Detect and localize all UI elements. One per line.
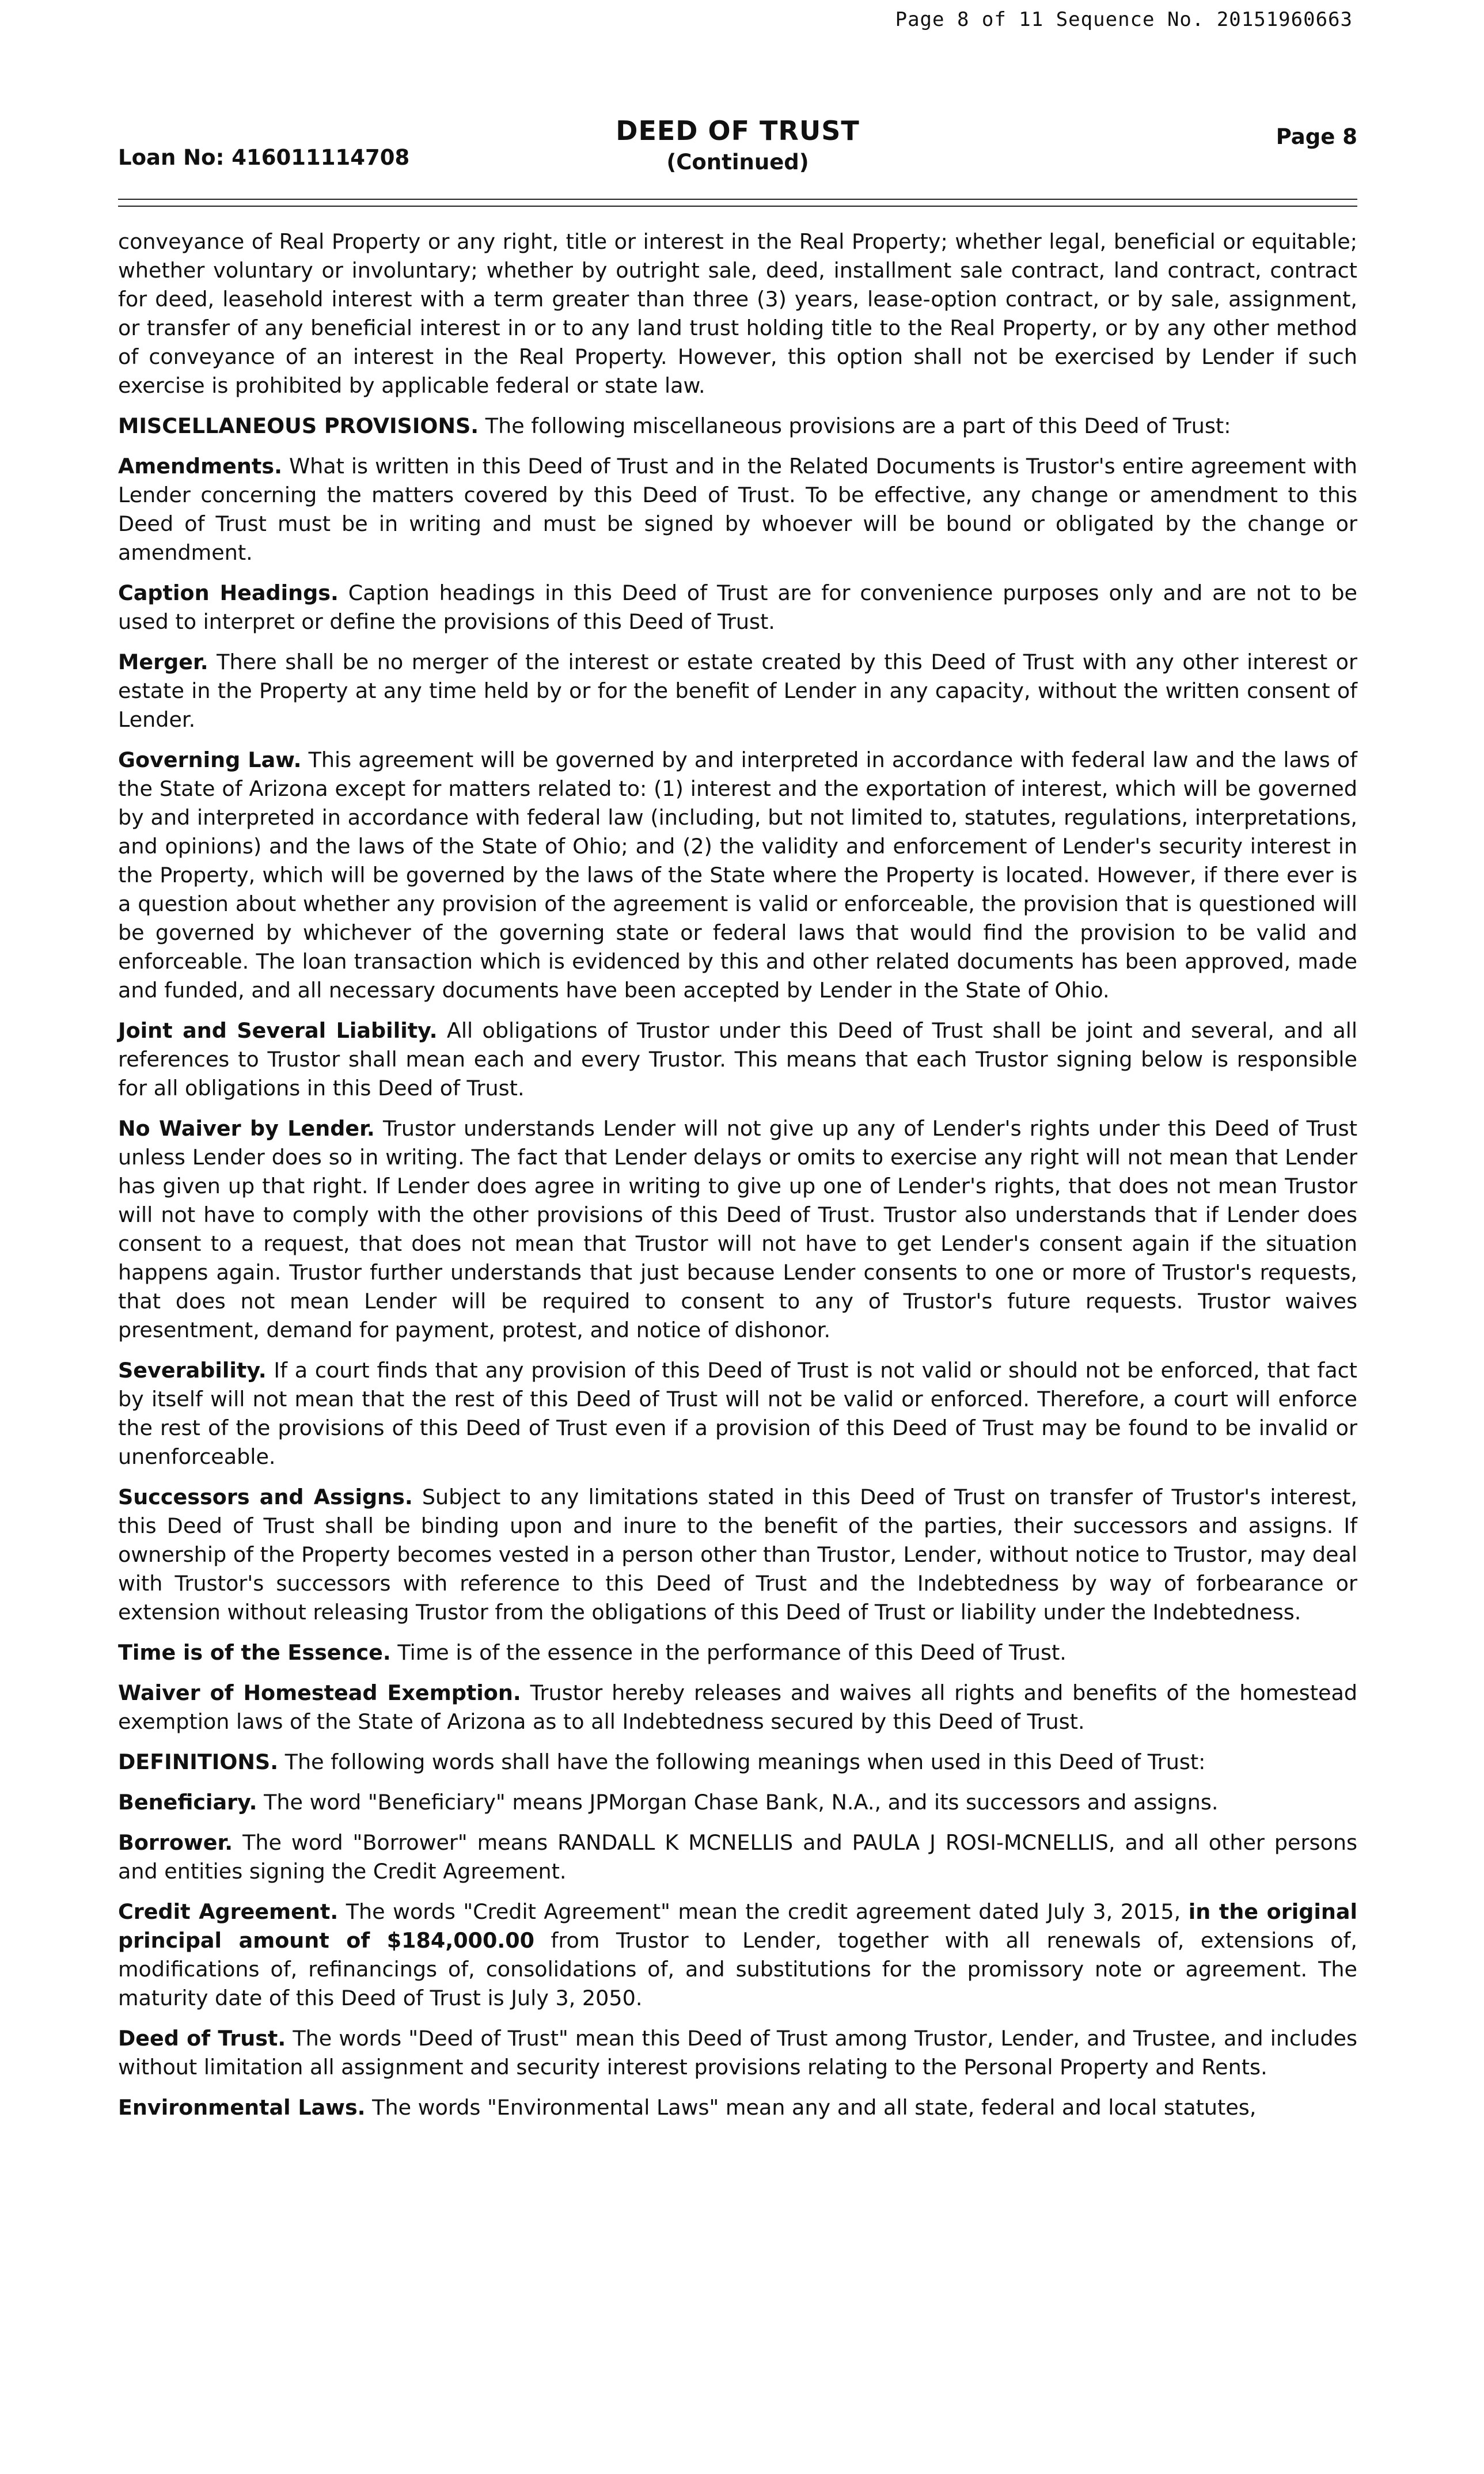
page-number: Page 8: [1276, 124, 1357, 149]
provision-label: Joint and Several Liability.: [118, 1018, 438, 1043]
page-header: [118, 109, 1357, 179]
provision-label: Governing Law.: [118, 747, 302, 772]
definition-label: Beneficiary.: [118, 1790, 257, 1815]
definition-label: Deed of Trust.: [118, 2026, 286, 2051]
provision-text: There shall be no merger of the interest or estate created by this Deed of Trust with any other interest or estate in the Property at any time held by or for the benefit of Lender in any capacity, without the written consent of Lender.: [118, 650, 1357, 732]
definition-text: The word "Borrower" means RANDALL K MCNELLIS and PAULA J ROSI-MCNELLIS, and all other persons and entities signing the Credit Agreement.: [118, 1830, 1358, 1884]
document-title-block: [118, 115, 1357, 174]
provision-governing-law: [118, 746, 1357, 1005]
definition-environmental-laws: [118, 2093, 1357, 2122]
definition-beneficiary: [118, 1788, 1357, 1817]
definition-credit-agreement: [118, 1898, 1357, 2013]
provision-label: Successors and Assigns.: [118, 1485, 413, 1509]
section-heading: DEFINITIONS.: [118, 1750, 279, 1774]
intro-paragraph: conveyance of Real Property or any right, title or interest in the Real Property; whether legal, beneficial or equitable; whether voluntary or involuntary; whether by outright sale, deed, installment sale contract, land contract, contract for deed, leasehold interest with a term greater than three (3) years, lease-option contract, or by sale, assignment, or transfer of any beneficial interest in or to any land trust holding title to the Real Property, or by any other method of conveyance of an interest in the Real Property. However, this option shall not be exercised by Lender if such exercise is prohibited by applicable federal or state law.: [118, 229, 1357, 398]
provision-severability: [118, 1356, 1357, 1471]
provision-label: Waiver of Homestead Exemption.: [118, 1680, 521, 1705]
definition-borrower: [118, 1828, 1357, 1886]
provision-successors: [118, 1483, 1357, 1627]
provision-text: Subject to any limitations stated in this Deed of Trust on transfer of Trustor's interest, this Deed of Trust shall be binding upon and inure to the benefit of the parties, their successors and assigns. If ownership of the Property becomes vested in a person other than Trustor, Lender, without notice to Trustor, may deal with Trustor's successors with reference to this Deed of Trust and the Indebtedness by way of forbearance or extension without releasing Trustor from the obligations of this Deed of Trust or liability under the Indebtedness.: [118, 1485, 1358, 1625]
document-subtitle: (Continued): [666, 150, 809, 174]
provision-text: Caption headings in this Deed of Trust are for convenience purposes only and are not to be used to interpret or define the provisions of this Deed of Trust.: [118, 580, 1357, 634]
principal-amount: in the original principal amount of $184,000.00: [118, 1899, 1358, 1953]
document-title: DEED OF TRUST: [616, 115, 860, 146]
provision-label: No Waiver by Lender.: [118, 1116, 375, 1141]
provision-no-waiver: [118, 1114, 1357, 1345]
document-body: [118, 227, 1357, 2134]
provision-label: Amendments.: [118, 454, 282, 479]
provision-merger: [118, 648, 1357, 734]
provision-text: If a court finds that any provision of this Deed of Trust is not valid or should not be enforced, that fact by itself will not mean that the rest of this Deed of Trust will not be valid or enforced. Therefore, a court will enforce the rest of the provisions of this Deed of Trust even if a provision of this Deed of Trust may be found to be invalid or unenforceable.: [118, 1358, 1357, 1469]
provision-text: This agreement will be governed by and interpreted in accordance with federal law and the laws of the State of Arizona except for matters related to: (1) interest and the exportation of interest, which will be governed by and interpreted in accordance with federal law (including, but not limited to, statutes, regulations, interpretations, and opinions) and the laws of the State of Ohio; and (2) the validity and enforcement of Lender's security interest in the Property, which will be governed by the laws of the State where the Property is located. However, if there ever is a question about whether any provision of the agreement is valid or enforceable, the provision that is questioned will be governed by whichever of the governing state or federal laws that would find the provision to be valid and enforceable. The loan transaction which is evidenced by this and other related documents has been approved, made and funded, and all necessary documents have been accepted by Lender in the State of Ohio.: [118, 747, 1357, 1003]
provision-joint-several: [118, 1016, 1357, 1103]
provision-time-essence: [118, 1638, 1357, 1667]
definitions-section: [118, 1748, 1357, 1777]
provision-amendments: [118, 452, 1357, 567]
provision-label: Severability.: [118, 1358, 267, 1383]
definition-label: Environmental Laws.: [118, 2095, 366, 2120]
definition-text: The words "Credit Agreement" mean the credit agreement dated July 3, 2015,: [346, 1899, 1181, 1924]
definition-text: The words "Deed of Trust" mean this Deed of Trust among Trustor, Lender, and Trustee, and includes without limitation all assignment and security interest provisions relating to the Personal Property and Rents.: [118, 2026, 1357, 2080]
definition-label: Credit Agreement.: [118, 1899, 339, 1924]
definition-text: The word "Beneficiary" means JPMorgan Chase Bank, N.A., and its successors and assigns.: [264, 1790, 1219, 1815]
loan-number: Loan No: 416011114708: [118, 145, 410, 170]
provision-text: All obligations of Trustor under this Deed of Trust shall be joint and several, and all references to Trustor shall mean each and every Trustor. This means that each Trustor signing below is responsible for all obligations in this Deed of Trust.: [118, 1018, 1357, 1101]
section-lead: The following words shall have the following meanings when used in this Deed of Trust:: [284, 1750, 1206, 1774]
definition-text: The words "Environmental Laws" mean any and all state, federal and local statutes,: [372, 2095, 1257, 2120]
provision-label: Time is of the Essence.: [118, 1640, 391, 1665]
provision-text: Trustor hereby releases and waives all rights and benefits of the homestead exemption laws of the State of Arizona as to all Indebtedness secured by this Deed of Trust.: [118, 1680, 1358, 1734]
provision-homestead: [118, 1679, 1357, 1736]
misc-provisions-section: [118, 412, 1357, 441]
definition-label: Borrower.: [118, 1830, 233, 1855]
provision-label: Merger.: [118, 650, 208, 674]
provision-label: Caption Headings.: [118, 580, 339, 605]
provision-text: Time is of the essence in the performance of this Deed of Trust.: [397, 1640, 1066, 1665]
provision-text: Trustor understands Lender will not give up any of Lender's rights under this Deed of Trust unless Lender does so in writing. The fact that Lender delays or omits to exercise any right will not mean that Lender has given up that right. If Lender does agree in writing to give up one of Lender's rights, that does not mean Trustor will not have to comply with the other provisions of this Deed of Trust. Trustor also understands that if Lender does consent to a request, that does not mean that Trustor will not have to get Lender's consent again if the situation happens again. Trustor further understands that just because Lender consents to one or more of Trustor's requests, that does not mean Lender will be required to consent to any of Trustor's future requests. Trustor waives presentment, demand for payment, protest, and notice of dishonor.: [118, 1116, 1358, 1342]
provision-text: What is written in this Deed of Trust and in the Related Documents is Trustor's entire agreement with Lender concerning the matters covered by this Deed of Trust. To be effective, any change or amendment to this Deed of Trust must be in writing and must be signed by whoever will be bound or obligated by the change or amendment.: [118, 454, 1358, 565]
section-lead: The following miscellaneous provisions are a part of this Deed of Trust:: [485, 413, 1231, 438]
definition-deed-of-trust: [118, 2024, 1357, 2082]
provision-caption-headings: [118, 579, 1357, 636]
sequence-number: Page 8 of 11 Sequence No. 20151960663: [895, 8, 1353, 31]
definition-text-cont: from Trustor to Lender, together with all renewals of, extensions of, modifications of, refinancings of, consolidations of, and substitutions for the promissory note or agreement. The maturity date of this Deed of Trust is July 3, 2050.: [118, 1928, 1358, 2010]
header-rule-bottom: [118, 206, 1357, 207]
section-heading: MISCELLANEOUS PROVISIONS.: [118, 413, 479, 438]
header-rule-top: [118, 199, 1357, 200]
